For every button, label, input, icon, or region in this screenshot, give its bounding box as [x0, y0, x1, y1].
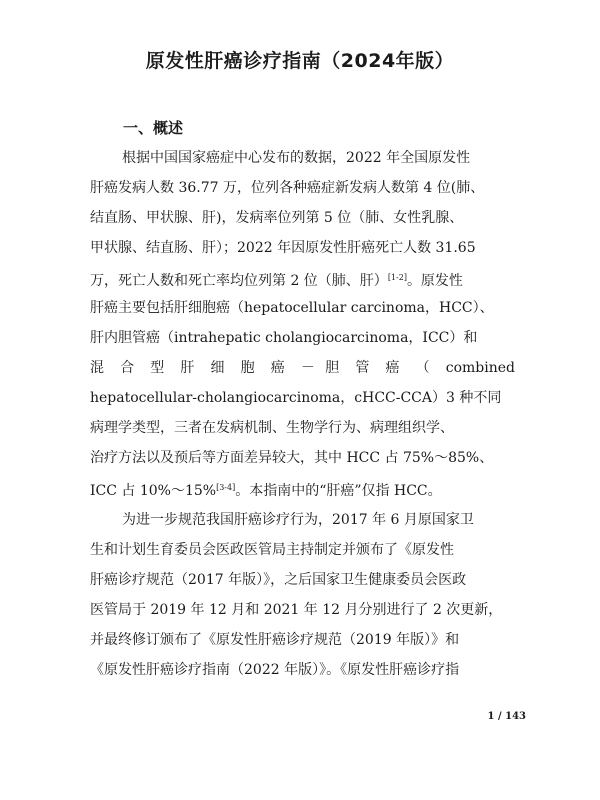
- text-line: 肝癌主要包括肝细胞癌（hepatocellular carcinoma，HCC）、: [90, 300, 494, 316]
- citation-ref: [1-2]: [387, 273, 407, 282]
- text-span: 万，死亡人数和死亡率均位列第 2 位（肺、肝）: [90, 273, 388, 289]
- text-span: 。本指南中的“肝癌”仅指 HCC。: [235, 483, 442, 499]
- text-line: [90, 268, 515, 291]
- text-line: hepatocellular-cholangiocarcinoma，cHCC-CCA）3 种不同: [90, 390, 502, 406]
- text-line: 甲状腺、结直肠、肝）；2022 年因原发性肝癌死亡人数 31.65: [90, 240, 476, 256]
- text-line: 肝内胆管癌（intrahepatic cholangiocarcinoma，ICC）和: [90, 330, 478, 346]
- document-title: 原发性肝癌诊疗指南（2024年版）: [145, 50, 455, 72]
- text-line: 生和计划生育委员会医政医管局主持制定并颁布了《原发性: [90, 542, 454, 558]
- text-line: 肝癌诊疗规范（2017 年版）》，之后国家卫生健康委员会医政: [90, 572, 467, 588]
- text-line: 病理学类型，三者在发病机制、生物学行为、病理组织学、: [90, 420, 454, 436]
- text-line: 结直肠、甲状腺、肝)，发病率位列第 5 位（肺、女性乳腺、: [90, 210, 464, 226]
- text-span: ICC 占 10%～15%: [90, 483, 217, 499]
- citation-ref: [3-4]: [216, 483, 236, 492]
- text-line: 肝癌发病人数 36.77 万，位列各种癌症新发病人数第 4 位(肺、: [90, 180, 485, 196]
- text-line: 治疗方法以及预后等方面差异较大，其中 HCC 占 75%～85%、: [90, 450, 494, 466]
- text-line: 医管局于 2019 年 12 月和 2021 年 12 月分别进行了 2 次更新，: [90, 602, 503, 618]
- text-span: 。原发性: [406, 273, 463, 289]
- text-line: [90, 478, 515, 501]
- text-line: 根据中国国家癌症中心发布的数据，2022 年全国原发性: [122, 150, 471, 166]
- text-line: 《原发性肝癌诊疗指南（2022 年版）》。《原发性肝癌诊疗指: [90, 662, 460, 678]
- text-line: 为进一步规范我国肝癌诊疗行为，2017 年 6 月原国家卫: [122, 512, 474, 528]
- text-line: 混 合 型 肝 细 胞 癌 － 胆 管 癌 （ combined: [90, 360, 515, 376]
- text-line: 并最终修订颁布了《原发性肝癌诊疗规范（2019 年版）》和: [90, 632, 460, 648]
- page-number: 1 / 143: [487, 711, 526, 722]
- section-heading: 一、概述: [123, 119, 184, 137]
